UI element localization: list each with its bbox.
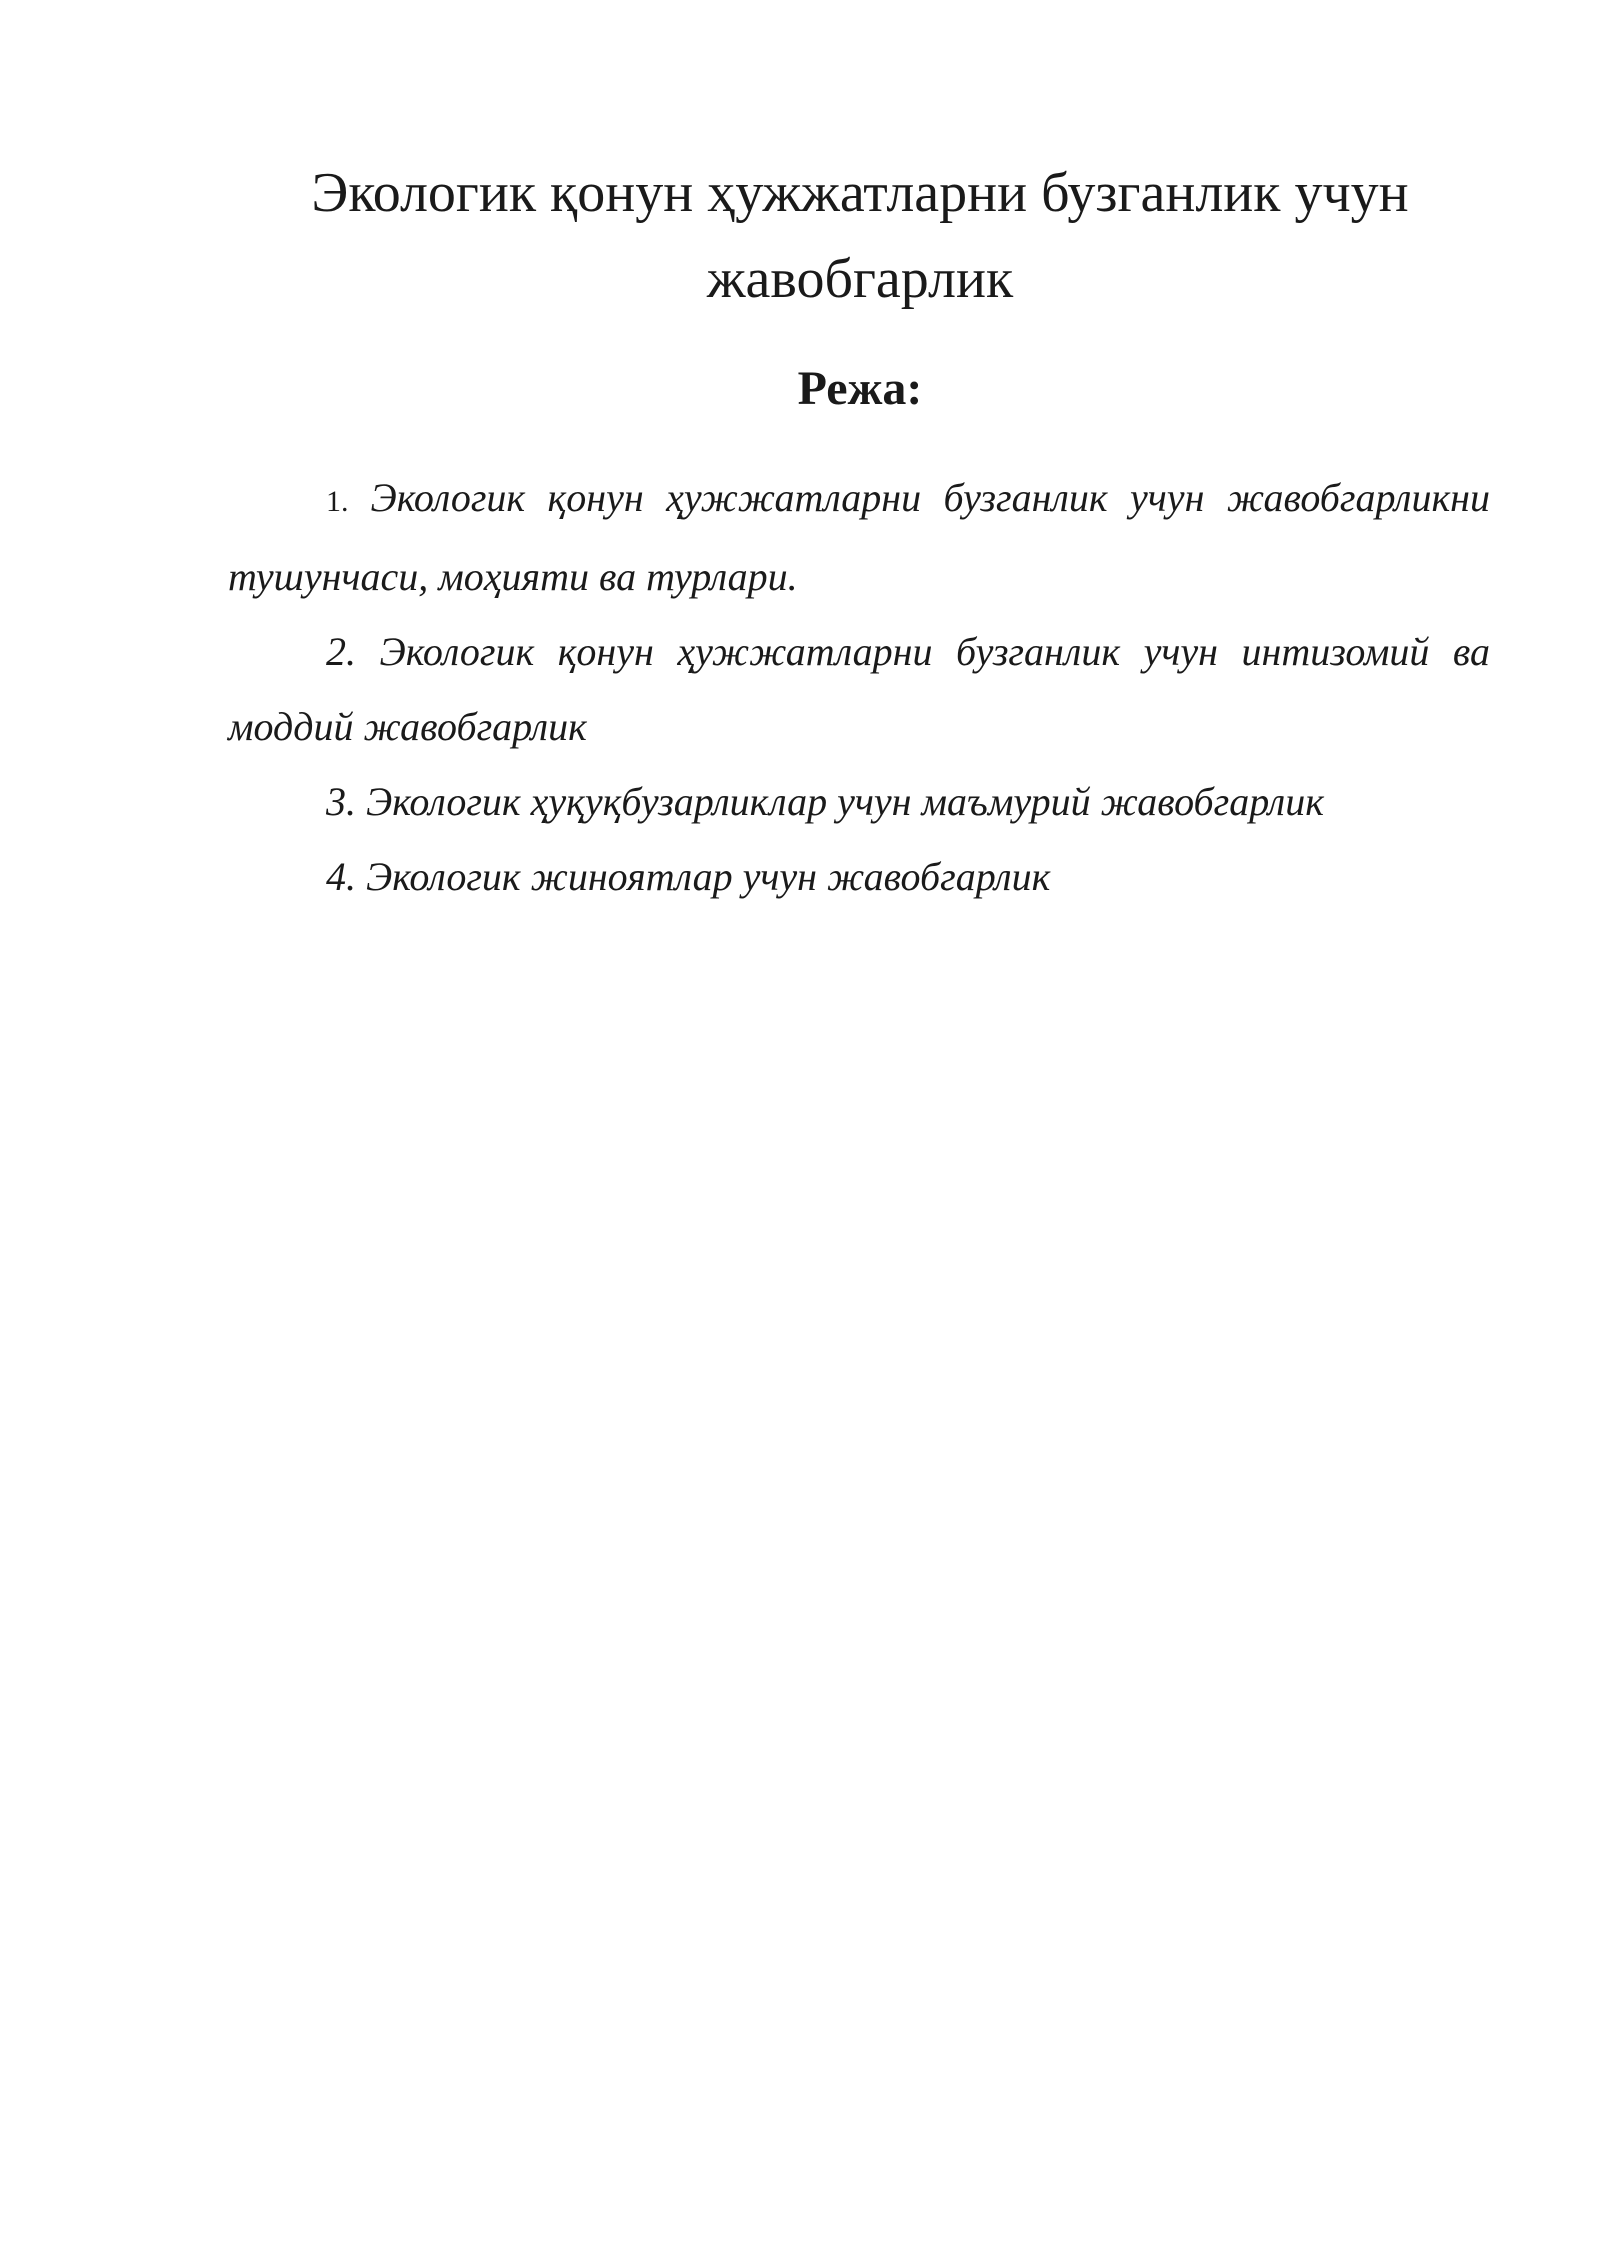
document-title: Экологик қонун ҳужжатларни бузганлик учун жавобгарлик [311, 162, 1409, 310]
plan-item-text: 4. Экологик жиноятлар учун жавобгарлик [326, 854, 1051, 899]
plan-list [228, 460, 1490, 914]
plan-item-2 [228, 614, 1490, 764]
plan-item-text: 2. Экологик қонун ҳужжатларни бузганлик учун интизомий ва моддий жавобгарлик [228, 629, 1490, 749]
plan-heading: Режа: [797, 362, 923, 415]
plan-item-text: Экологик қонун ҳужжатларни бузганлик учун жавобгарликни тушунчаси, моҳияти ва турлари. [228, 475, 1490, 599]
plan-item-1 [228, 460, 1490, 614]
plan-item-text: 3. Экологик ҳуқуқбузарликлар учун маъмурий жавобгарлик [326, 779, 1324, 824]
plan-item-3 [228, 764, 1490, 839]
plan-item-number: 1. [326, 485, 349, 518]
plan-item-4 [228, 839, 1490, 914]
